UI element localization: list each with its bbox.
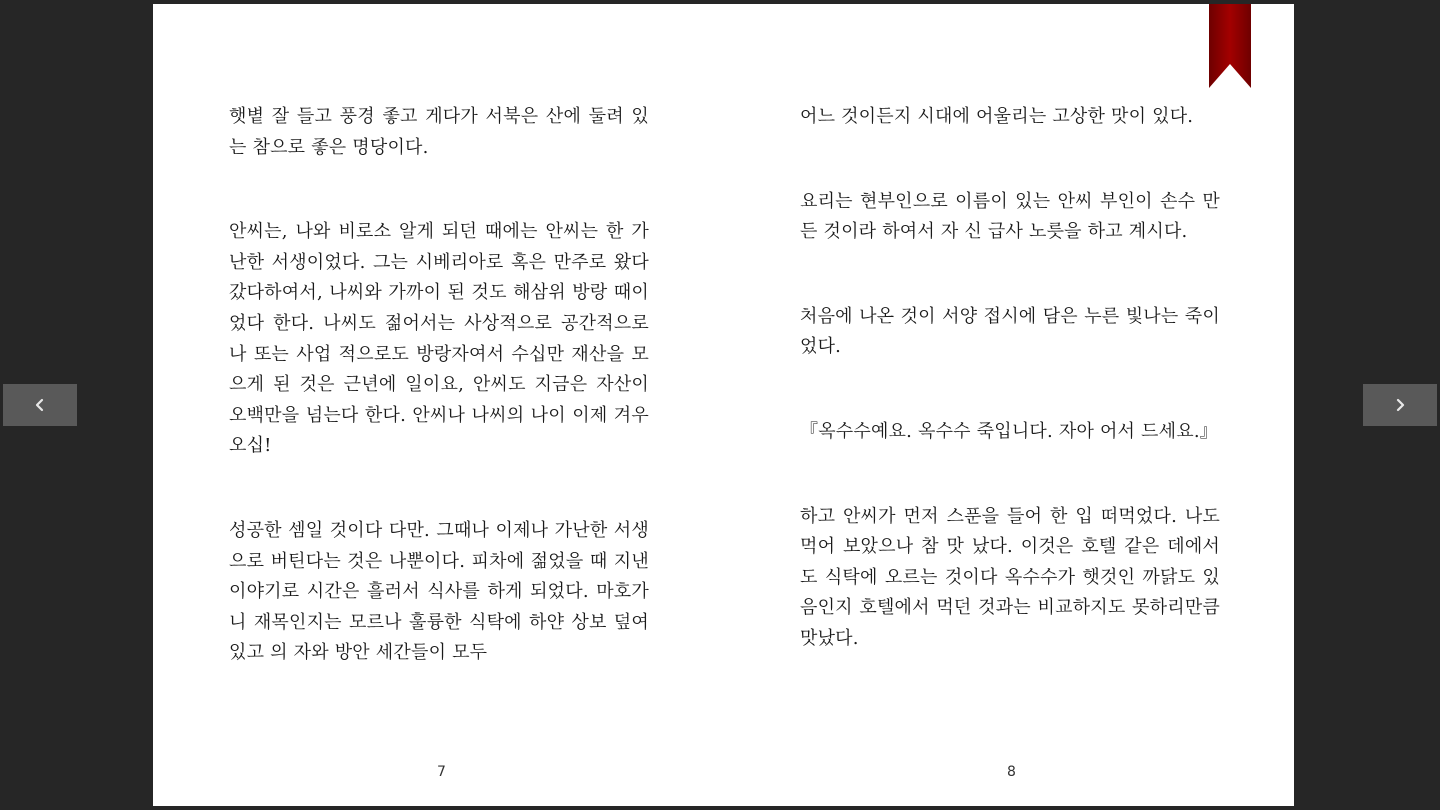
- left-page-text: [229, 102, 649, 723]
- bookmark-ribbon-icon[interactable]: [1209, 4, 1251, 88]
- chevron-left-icon: [33, 398, 47, 412]
- page-number: 8: [1007, 764, 1016, 780]
- previous-page-button[interactable]: [3, 384, 77, 426]
- page-number: 7: [437, 764, 446, 780]
- right-page-text: [800, 102, 1220, 709]
- next-page-button[interactable]: [1363, 384, 1437, 426]
- left-page: [153, 4, 723, 806]
- paragraph: 어느 것이든지 시대에 어울리는 고상한 맛이 있다.: [800, 106, 1194, 127]
- paragraph: 안씨는, 나와 비로소 알게 되던 때에는 안씨는 한 가난한 서생이었다. 그는 시베리아로 혹은 만주로 왔다갔다하여서, 나씨와 가까이 된 것도 해삼위 방랑 때이었다 한다. 나씨도 젊어서는 사상적으로 공간적으로나 또는 사업 적으로도 방랑자여서 수십만 재산을 모으게 된 것은 근년에 일이요, 안씨도 지금은 자산이 오백만을 넘는다 한다. 안씨나 나씨의 나이 이제 겨우 오십!: [229, 221, 649, 457]
- book-spread: [153, 4, 1294, 806]
- paragraph: 하고 안씨가 먼저 스푼을 들어 한 입 떠먹었다. 나도 먹어 보았으나 참 맛 났다. 이것은 호텔 같은 데에서도 식탁에 오르는 것이다 옥수수가 햇것인 까닭도 있음인지 호텔에서 먹던 것과는 비교하지도 못하리만큼 맛났다.: [800, 505, 1220, 649]
- paragraph: 『옥수수예요. 옥수수 죽입니다. 자아 어서 드세요.』: [800, 420, 1218, 442]
- paragraph: 처음에 나온 것이 서양 접시에 담은 누른 빛나는 죽이었다.: [800, 305, 1220, 358]
- right-page: [723, 4, 1294, 806]
- bookmark-ribbon-graphic: [1209, 4, 1251, 88]
- paragraph: 성공한 셈일 것이다 다만. 그때나 이제나 가난한 서생으로 버틴다는 것은 나뿐이다. 피차에 젊었을 때 지낸 이야기로 시간은 흘러서 식사를 하게 되었다. 마호가니 재목인지는 모르나 훌륭한 식탁에 하얀 상보 덮여 있고 의 자와 방안 세간들이 모두: [229, 519, 649, 664]
- paragraph: 햇볕 잘 들고 풍경 좋고 게다가 서북은 산에 둘려 있는 참으로 좋은 명당이다.: [229, 106, 649, 158]
- chevron-right-icon: [1393, 398, 1407, 412]
- paragraph: 요리는 현부인으로 이름이 있는 안씨 부인이 손수 만든 것이라 하여서 자 신 급사 노릇을 하고 계시다.: [800, 190, 1220, 243]
